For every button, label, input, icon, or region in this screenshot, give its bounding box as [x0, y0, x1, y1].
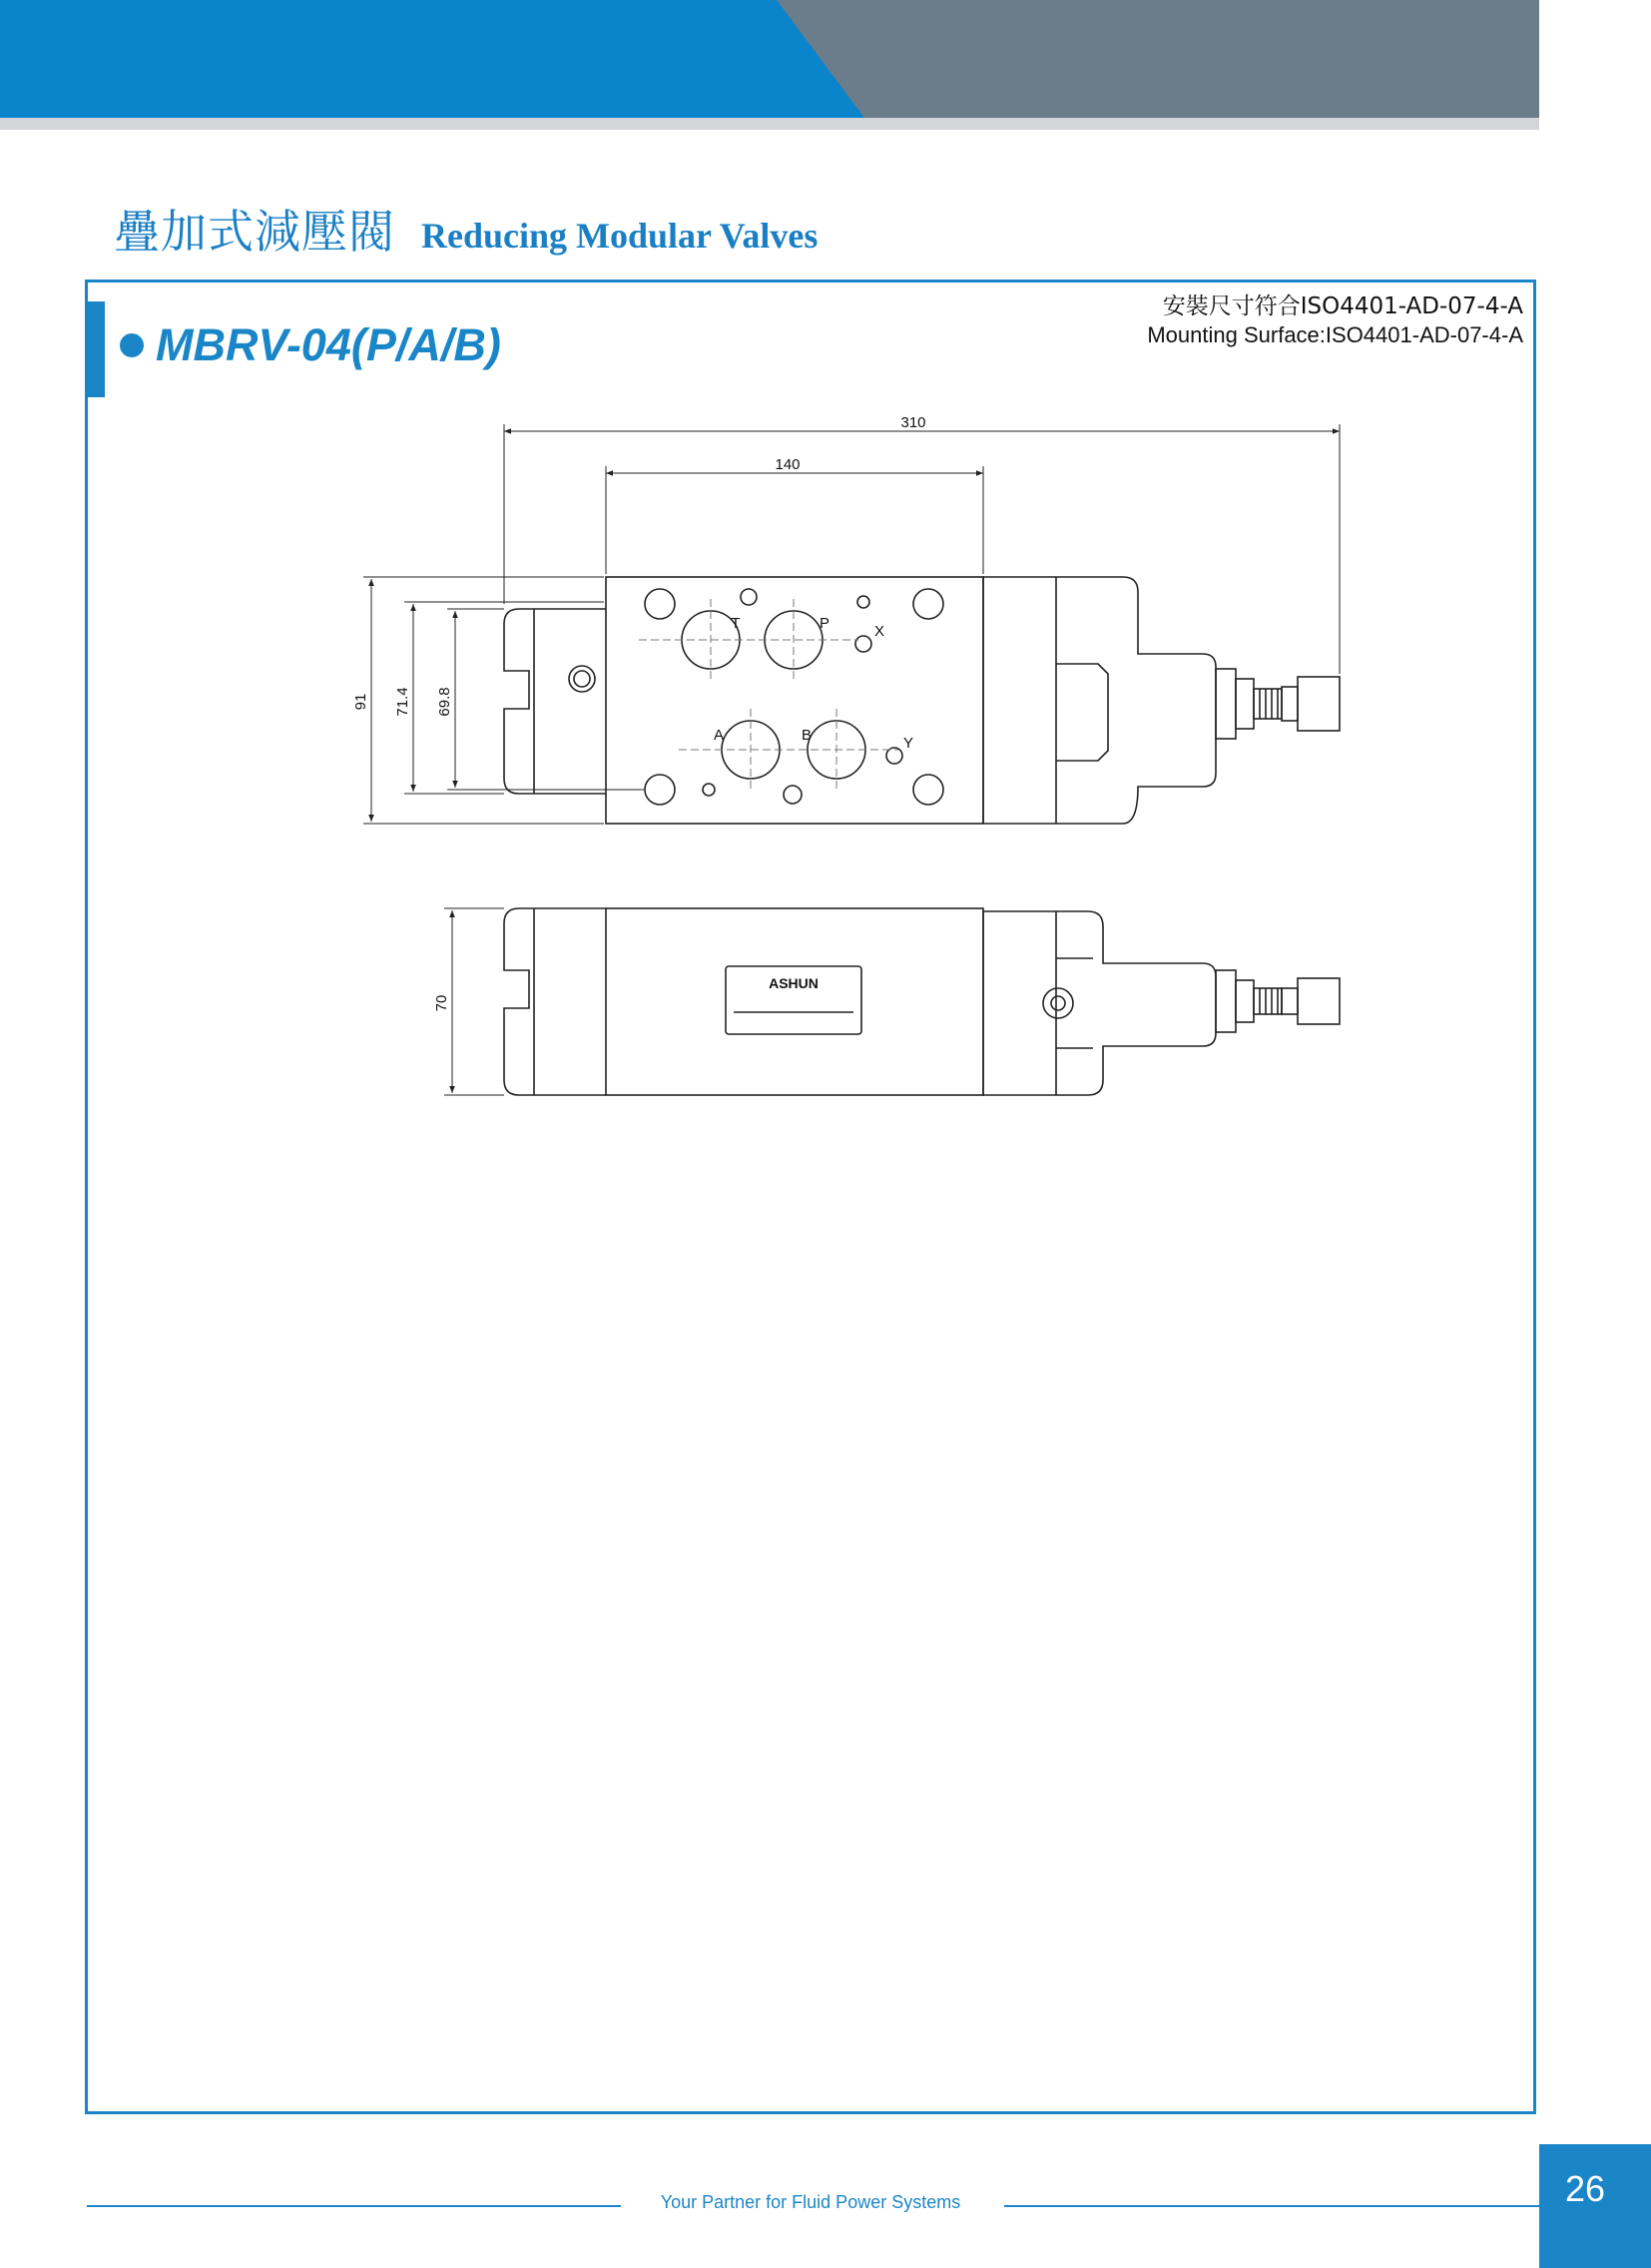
mounting-info — [1147, 291, 1523, 349]
page-number: 26 — [1564, 2168, 1606, 2209]
content-frame — [85, 280, 1536, 2114]
dim-side-height: 70 — [433, 994, 450, 1012]
nameplate-brand: ASHUN — [769, 975, 819, 991]
port-y-label: Y — [902, 735, 914, 752]
footer-tagline: Your Partner for Fluid Power Systems — [660, 2192, 961, 2212]
page-title-en: Reducing Modular Valves — [421, 216, 819, 256]
port-x-label: X — [873, 623, 885, 640]
port-b-label: B — [801, 727, 813, 744]
mounting-zh: 安裝尺寸符合ISO4401-AD-07-4-A — [1162, 293, 1523, 319]
header-strip — [0, 118, 1539, 130]
port-a-label: A — [713, 727, 725, 744]
model-name: MBRV-04(P/A/B) — [156, 319, 501, 370]
dim-port-span: 69.8 — [436, 687, 453, 717]
model-heading — [120, 319, 501, 371]
bullet-icon — [120, 333, 144, 357]
port-t-label: T — [731, 615, 741, 632]
dim-overall-length: 310 — [900, 414, 926, 431]
dim-inner-height: 71.4 — [394, 687, 411, 717]
footer-line-left — [87, 2205, 621, 2207]
model-accent-bar — [87, 301, 105, 397]
footer-line-right — [1004, 2205, 1539, 2207]
page-title — [114, 196, 818, 262]
page-title-zh: 疊加式減壓閥 — [114, 205, 395, 259]
dim-body-length: 140 — [775, 456, 801, 473]
dim-height: 91 — [352, 693, 369, 711]
header-banner — [0, 0, 1539, 118]
mounting-en: Mounting Surface:ISO4401-AD-07-4-A — [1147, 322, 1523, 347]
port-p-label: P — [819, 615, 830, 632]
